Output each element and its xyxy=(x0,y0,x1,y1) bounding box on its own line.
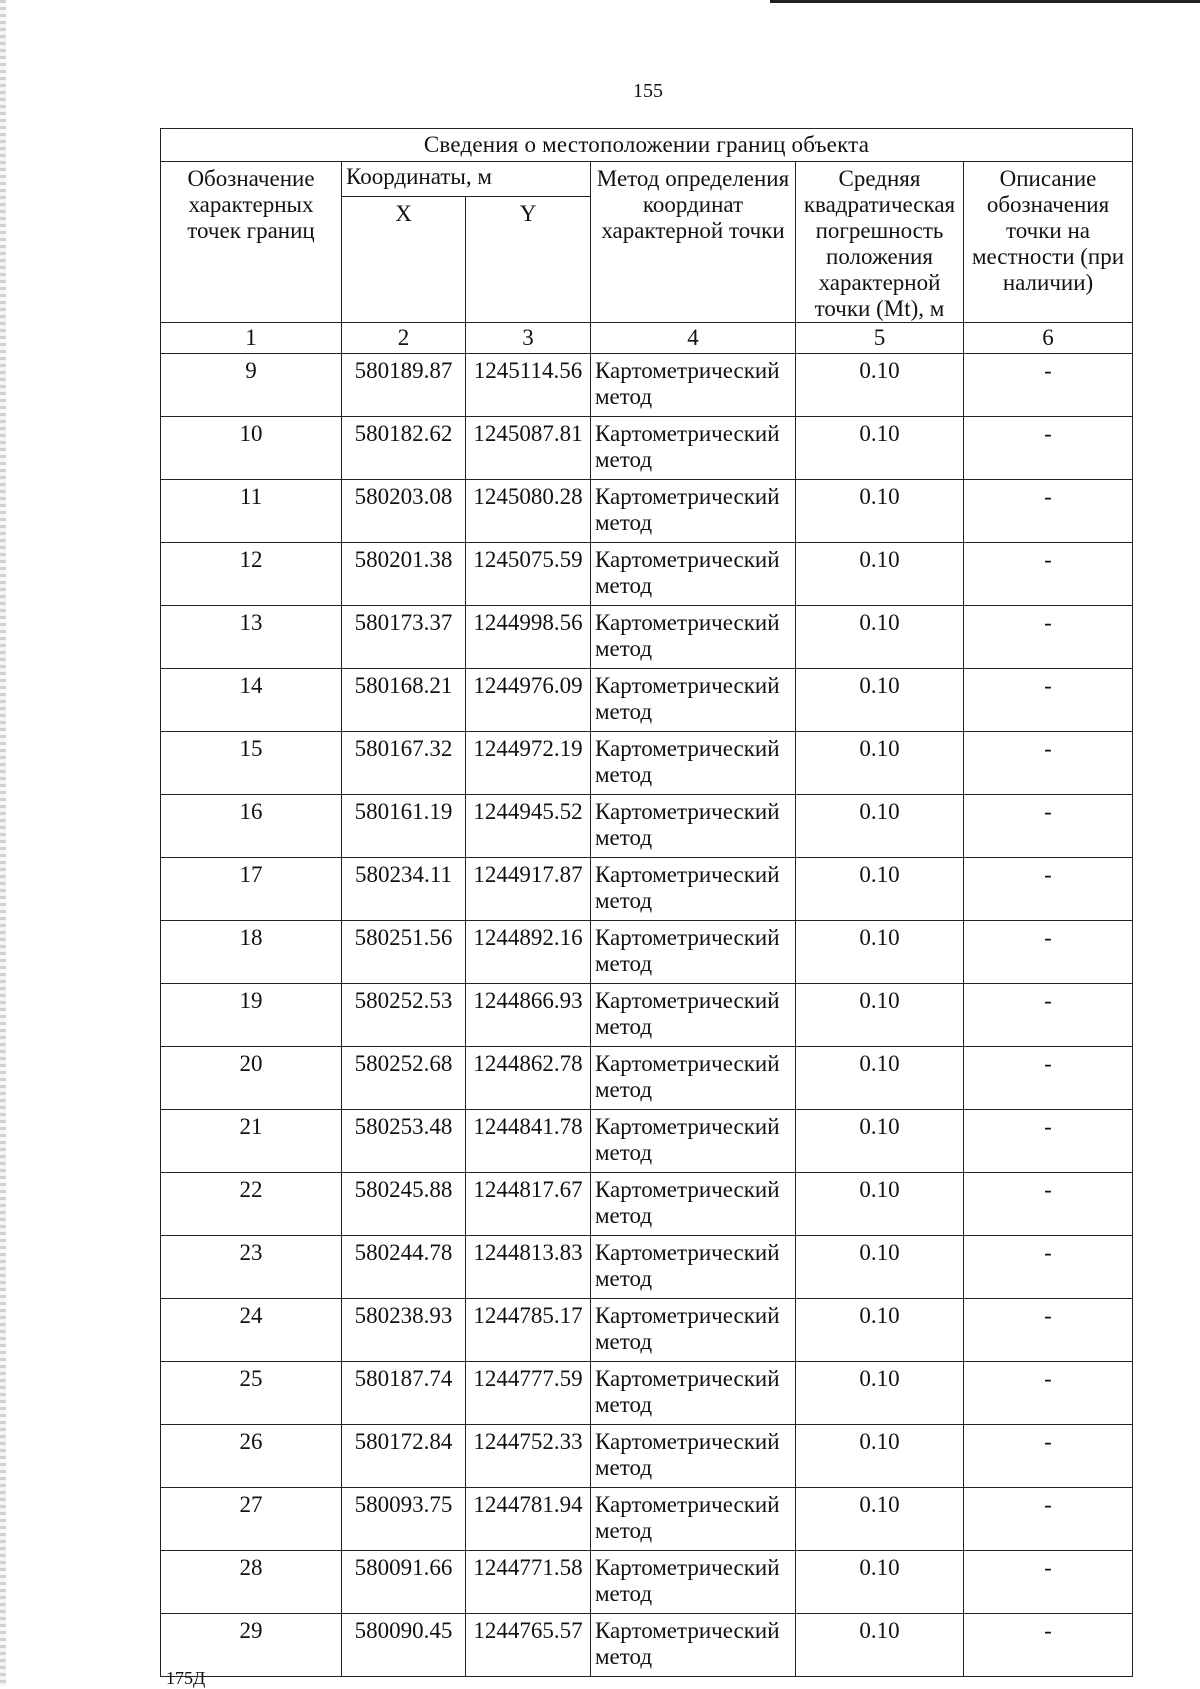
table-row xyxy=(161,1110,1133,1173)
point-cell: 22 xyxy=(161,1173,342,1236)
x-cell: 580245.88 xyxy=(342,1173,466,1236)
method-cell xyxy=(591,543,796,606)
x-cell: 580203.08 xyxy=(342,480,466,543)
description-cell: - xyxy=(964,1614,1133,1677)
table-row xyxy=(161,1425,1133,1488)
point-cell: 28 xyxy=(161,1551,342,1614)
method-line-1: Картометрический xyxy=(595,1618,780,1643)
point-cell: 26 xyxy=(161,1425,342,1488)
y-cell: 1244752.33 xyxy=(466,1425,591,1488)
description-cell: - xyxy=(964,732,1133,795)
y-cell: 1245080.28 xyxy=(466,480,591,543)
method-line-2: метод xyxy=(595,636,653,661)
error-cell: 0.10 xyxy=(796,795,964,858)
y-cell: 1244785.17 xyxy=(466,1299,591,1362)
method-line-1: Картометрический xyxy=(595,862,780,887)
point-cell: 15 xyxy=(161,732,342,795)
y-cell: 1244917.87 xyxy=(466,858,591,921)
description-cell: - xyxy=(964,1425,1133,1488)
method-line-2: метод xyxy=(595,510,653,535)
point-cell: 9 xyxy=(161,354,342,417)
table-row xyxy=(161,732,1133,795)
description-cell: - xyxy=(964,921,1133,984)
error-cell: 0.10 xyxy=(796,1047,964,1110)
x-cell: 580187.74 xyxy=(342,1362,466,1425)
description-cell: - xyxy=(964,606,1133,669)
header-error: Средняя квадратическая погрешность положения характерной точки (Mt), м xyxy=(796,162,964,323)
method-cell xyxy=(591,1614,796,1677)
method-cell xyxy=(591,1488,796,1551)
point-cell: 16 xyxy=(161,795,342,858)
description-cell: - xyxy=(964,417,1133,480)
method-line-2: метод xyxy=(595,762,653,787)
error-cell: 0.10 xyxy=(796,1488,964,1551)
x-cell: 580253.48 xyxy=(342,1110,466,1173)
page-top-border-line xyxy=(770,0,1200,3)
method-line-1: Картометрический xyxy=(595,484,780,509)
method-line-1: Картометрический xyxy=(595,988,780,1013)
method-line-2: метод xyxy=(595,1203,653,1228)
point-cell: 18 xyxy=(161,921,342,984)
y-cell: 1244781.94 xyxy=(466,1488,591,1551)
point-cell: 25 xyxy=(161,1362,342,1425)
error-cell: 0.10 xyxy=(796,669,964,732)
x-cell: 580167.32 xyxy=(342,732,466,795)
table-row xyxy=(161,984,1133,1047)
table-row xyxy=(161,606,1133,669)
method-line-1: Картометрический xyxy=(595,799,780,824)
method-line-2: метод xyxy=(595,825,653,850)
method-line-2: метод xyxy=(595,699,653,724)
error-cell: 0.10 xyxy=(796,858,964,921)
method-cell xyxy=(591,1110,796,1173)
header-coordinates: Координаты, м xyxy=(342,162,591,197)
method-line-2: метод xyxy=(595,1644,653,1669)
method-cell xyxy=(591,732,796,795)
method-cell xyxy=(591,669,796,732)
error-cell: 0.10 xyxy=(796,1362,964,1425)
method-line-1: Картометрический xyxy=(595,673,780,698)
error-cell: 0.10 xyxy=(796,921,964,984)
method-line-2: метод xyxy=(595,1266,653,1291)
header-method: Метод определения координат характерной точки xyxy=(591,162,796,323)
column-number: 2 xyxy=(342,323,466,354)
x-cell: 580182.62 xyxy=(342,417,466,480)
x-cell: 580173.37 xyxy=(342,606,466,669)
table-row xyxy=(161,669,1133,732)
y-cell: 1244892.16 xyxy=(466,921,591,984)
y-cell: 1244976.09 xyxy=(466,669,591,732)
y-cell: 1244817.67 xyxy=(466,1173,591,1236)
description-cell: - xyxy=(964,1110,1133,1173)
method-cell xyxy=(591,480,796,543)
method-line-2: метод xyxy=(595,447,653,472)
error-cell: 0.10 xyxy=(796,1173,964,1236)
method-cell xyxy=(591,1425,796,1488)
x-cell: 580251.56 xyxy=(342,921,466,984)
method-line-1: Картометрический xyxy=(595,1051,780,1076)
x-cell: 580244.78 xyxy=(342,1236,466,1299)
point-cell: 12 xyxy=(161,543,342,606)
description-cell: - xyxy=(964,669,1133,732)
point-cell: 11 xyxy=(161,480,342,543)
description-cell: - xyxy=(964,795,1133,858)
method-line-1: Картометрический xyxy=(595,358,780,383)
table-row xyxy=(161,1173,1133,1236)
method-cell xyxy=(591,1173,796,1236)
method-line-1: Картометрический xyxy=(595,547,780,572)
point-cell: 20 xyxy=(161,1047,342,1110)
table-row xyxy=(161,1047,1133,1110)
point-cell: 24 xyxy=(161,1299,342,1362)
table-row xyxy=(161,1551,1133,1614)
y-cell: 1245087.81 xyxy=(466,417,591,480)
column-number: 3 xyxy=(466,323,591,354)
description-cell: - xyxy=(964,1047,1133,1110)
table-title: Сведения о местоположении границ объекта xyxy=(161,129,1133,162)
method-cell xyxy=(591,921,796,984)
method-line-2: метод xyxy=(595,1140,653,1165)
method-line-2: метод xyxy=(595,1581,653,1606)
method-line-2: метод xyxy=(595,1077,653,1102)
method-line-2: метод xyxy=(595,1518,653,1543)
table-row xyxy=(161,417,1133,480)
table-row xyxy=(161,795,1133,858)
method-line-1: Картометрический xyxy=(595,1492,780,1517)
point-cell: 29 xyxy=(161,1614,342,1677)
header-x: X xyxy=(342,196,466,323)
table-row xyxy=(161,480,1133,543)
header-y: Y xyxy=(466,196,591,323)
method-line-2: метод xyxy=(595,951,653,976)
table-row xyxy=(161,1488,1133,1551)
table-row xyxy=(161,921,1133,984)
method-line-1: Картометрический xyxy=(595,1114,780,1139)
error-cell: 0.10 xyxy=(796,1425,964,1488)
method-line-2: метод xyxy=(595,1392,653,1417)
x-cell: 580201.38 xyxy=(342,543,466,606)
page-number: 155 xyxy=(633,80,663,102)
y-cell: 1244765.57 xyxy=(466,1614,591,1677)
error-cell: 0.10 xyxy=(796,417,964,480)
description-cell: - xyxy=(964,1551,1133,1614)
description-cell: - xyxy=(964,354,1133,417)
error-cell: 0.10 xyxy=(796,606,964,669)
error-cell: 0.10 xyxy=(796,984,964,1047)
column-number: 5 xyxy=(796,323,964,354)
header-point: Обозначение характерных точек границ xyxy=(161,162,342,323)
table-row xyxy=(161,858,1133,921)
error-cell: 0.10 xyxy=(796,543,964,606)
boundary-coordinates-table xyxy=(160,128,1133,1677)
method-line-2: метод xyxy=(595,573,653,598)
x-cell: 580093.75 xyxy=(342,1488,466,1551)
point-cell: 17 xyxy=(161,858,342,921)
method-line-2: метод xyxy=(595,1455,653,1480)
x-cell: 580189.87 xyxy=(342,354,466,417)
description-cell: - xyxy=(964,1236,1133,1299)
point-cell: 19 xyxy=(161,984,342,1047)
error-cell: 0.10 xyxy=(796,1551,964,1614)
method-cell xyxy=(591,1236,796,1299)
y-cell: 1244972.19 xyxy=(466,732,591,795)
y-cell: 1244945.52 xyxy=(466,795,591,858)
method-line-1: Картометрический xyxy=(595,1240,780,1265)
point-cell: 13 xyxy=(161,606,342,669)
table-row xyxy=(161,1362,1133,1425)
method-cell xyxy=(591,354,796,417)
method-cell xyxy=(591,606,796,669)
method-line-1: Картометрический xyxy=(595,421,780,446)
method-cell xyxy=(591,1551,796,1614)
point-cell: 27 xyxy=(161,1488,342,1551)
column-number: 6 xyxy=(964,323,1133,354)
description-cell: - xyxy=(964,1362,1133,1425)
y-cell: 1244771.58 xyxy=(466,1551,591,1614)
x-cell: 580172.84 xyxy=(342,1425,466,1488)
x-cell: 580091.66 xyxy=(342,1551,466,1614)
x-cell: 580238.93 xyxy=(342,1299,466,1362)
description-cell: - xyxy=(964,858,1133,921)
method-line-1: Картометрический xyxy=(595,1366,780,1391)
method-cell xyxy=(591,858,796,921)
method-cell xyxy=(591,1362,796,1425)
error-cell: 0.10 xyxy=(796,480,964,543)
method-line-1: Картометрический xyxy=(595,610,780,635)
footer-note: 175Д xyxy=(166,1668,206,1688)
method-line-1: Картометрический xyxy=(595,925,780,950)
error-cell: 0.10 xyxy=(796,1110,964,1173)
description-cell: - xyxy=(964,543,1133,606)
method-line-1: Картометрический xyxy=(595,1303,780,1328)
error-cell: 0.10 xyxy=(796,1236,964,1299)
method-line-1: Картометрический xyxy=(595,736,780,761)
x-cell: 580090.45 xyxy=(342,1614,466,1677)
y-cell: 1244813.83 xyxy=(466,1236,591,1299)
description-cell: - xyxy=(964,480,1133,543)
method-line-2: метод xyxy=(595,888,653,913)
x-cell: 580161.19 xyxy=(342,795,466,858)
method-line-1: Картометрический xyxy=(595,1429,780,1454)
error-cell: 0.10 xyxy=(796,732,964,795)
point-cell: 10 xyxy=(161,417,342,480)
table-row xyxy=(161,354,1133,417)
y-cell: 1245114.56 xyxy=(466,354,591,417)
y-cell: 1244866.93 xyxy=(466,984,591,1047)
description-cell: - xyxy=(964,1173,1133,1236)
method-line-2: метод xyxy=(595,1329,653,1354)
error-cell: 0.10 xyxy=(796,354,964,417)
y-cell: 1245075.59 xyxy=(466,543,591,606)
column-number: 1 xyxy=(161,323,342,354)
scan-left-edge xyxy=(0,0,6,1686)
header-description: Описание обозначения точки на местности (при наличии) xyxy=(964,162,1133,323)
method-cell xyxy=(591,984,796,1047)
x-cell: 580252.53 xyxy=(342,984,466,1047)
table-row xyxy=(161,1614,1133,1677)
column-number: 4 xyxy=(591,323,796,354)
y-cell: 1244777.59 xyxy=(466,1362,591,1425)
y-cell: 1244841.78 xyxy=(466,1110,591,1173)
point-cell: 14 xyxy=(161,669,342,732)
point-cell: 21 xyxy=(161,1110,342,1173)
method-line-2: метод xyxy=(595,384,653,409)
description-cell: - xyxy=(964,1299,1133,1362)
table-row xyxy=(161,1299,1133,1362)
x-cell: 580168.21 xyxy=(342,669,466,732)
table-row xyxy=(161,1236,1133,1299)
method-cell xyxy=(591,417,796,480)
method-cell xyxy=(591,795,796,858)
point-cell: 23 xyxy=(161,1236,342,1299)
x-cell: 580252.68 xyxy=(342,1047,466,1110)
method-line-1: Картометрический xyxy=(595,1177,780,1202)
method-cell xyxy=(591,1299,796,1362)
method-line-1: Картометрический xyxy=(595,1555,780,1580)
error-cell: 0.10 xyxy=(796,1614,964,1677)
x-cell: 580234.11 xyxy=(342,858,466,921)
method-line-2: метод xyxy=(595,1014,653,1039)
y-cell: 1244862.78 xyxy=(466,1047,591,1110)
table-row xyxy=(161,543,1133,606)
description-cell: - xyxy=(964,984,1133,1047)
y-cell: 1244998.56 xyxy=(466,606,591,669)
error-cell: 0.10 xyxy=(796,1299,964,1362)
description-cell: - xyxy=(964,1488,1133,1551)
method-cell xyxy=(591,1047,796,1110)
column-numbers-row xyxy=(161,323,1133,354)
